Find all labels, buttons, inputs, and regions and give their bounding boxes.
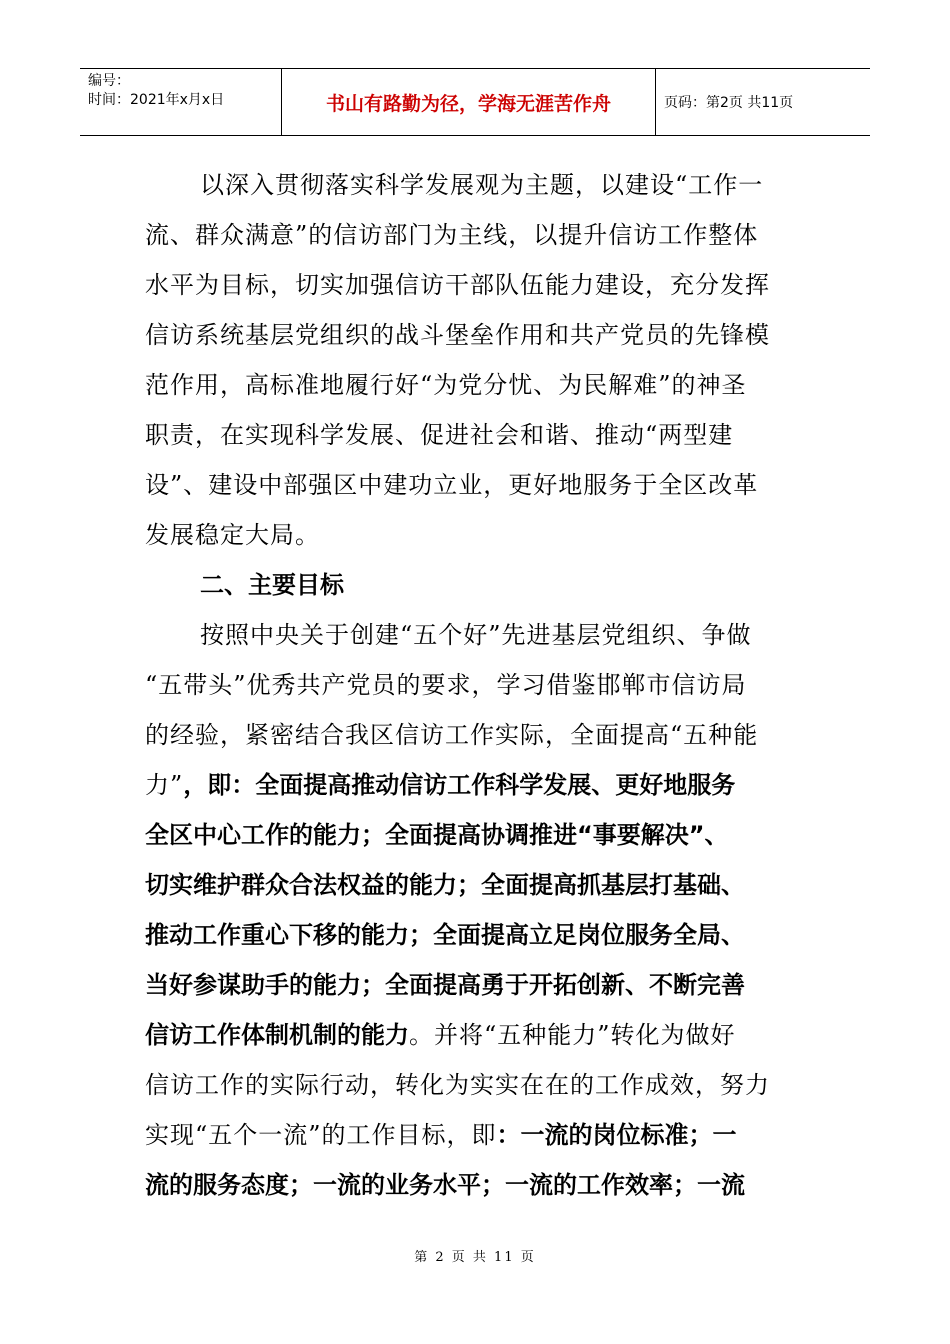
section-heading: 二、主要目标	[200, 571, 344, 599]
bold-text-line: 切实维护群众合法权益的能力；全面提高抓基层打基础、	[145, 871, 745, 899]
text-line: 以深入贯彻落实科学发展观为主题，以建设“工作一	[200, 171, 764, 199]
text-span: 实现“五个一流”的工作目标，即	[145, 1121, 497, 1149]
header-motto: 书山有路勤为径，学海无涯苦作舟	[282, 69, 656, 135]
text-line: 设”、建设中部强区中建功立业，更好地服务于全区改革	[145, 471, 759, 499]
bold-text-line: 全区中心工作的能力；全面提高协调推进“事要解决”、	[145, 821, 729, 849]
bold-text-line: 推动工作重心下移的能力；全面提高立足岗位服务全局、	[145, 921, 745, 949]
time-label: 时间：2021年x月x日	[88, 92, 225, 108]
bold-text-line: 流的服务态度；一流的业务水平；一流的工作效率；一流	[145, 1171, 745, 1199]
text-line: 流、群众满意”的信访部门为主线，以提升信访工作整体	[145, 221, 759, 249]
text-span: 。并将“五种能力”转化为做好	[409, 1021, 736, 1049]
text-line	[145, 760, 810, 810]
page-header	[80, 68, 870, 136]
header-page-info: 页码：第2页 共11页	[664, 95, 794, 111]
text-line	[145, 1010, 810, 1060]
text-line: 职责，在实现科学发展、促进社会和谐、推动“两型建	[145, 421, 734, 449]
paragraph-1	[145, 160, 810, 560]
paragraph-2	[145, 610, 810, 1210]
text-line: 水平为目标，切实加强信访干部队伍能力建设，充分发挥	[145, 271, 770, 299]
bold-text: ：一流的岗位标准；一	[496, 1121, 737, 1149]
bold-text: ，即：全面提高推动信访工作科学发展、更好地服务	[183, 771, 736, 799]
text-line: 的经验，紧密结合我区信访工作实际，全面提高“五种能	[145, 721, 759, 749]
bold-text: 信访工作体制机制的能力	[145, 1021, 409, 1049]
text-line: 按照中央关于创建“五个好”先进基层党组织、争做	[200, 621, 752, 649]
page-footer: 第 2 页 共 11 页	[414, 1250, 536, 1265]
header-meta	[80, 69, 282, 135]
text-span: 力”	[145, 771, 184, 799]
text-line: 发展稳定大局。	[145, 521, 320, 549]
text-line: 信访工作的实际行动，转化为实实在在的工作成效，努力	[145, 1071, 770, 1099]
text-line: 范作用，高标准地履行好“为党分忧、为民解难”的神圣	[145, 371, 747, 399]
text-line: 信访系统基层党组织的战斗堡垒作用和共产党员的先锋模	[145, 321, 770, 349]
document-body	[145, 160, 810, 1210]
text-line	[145, 1110, 810, 1160]
text-line: “五带头”优秀共产党员的要求，学习借鉴邯郸市信访局	[145, 671, 747, 699]
number-label: 编号：	[88, 73, 130, 89]
bold-text-line: 当好参谋助手的能力；全面提高勇于开拓创新、不断完善	[145, 971, 745, 999]
